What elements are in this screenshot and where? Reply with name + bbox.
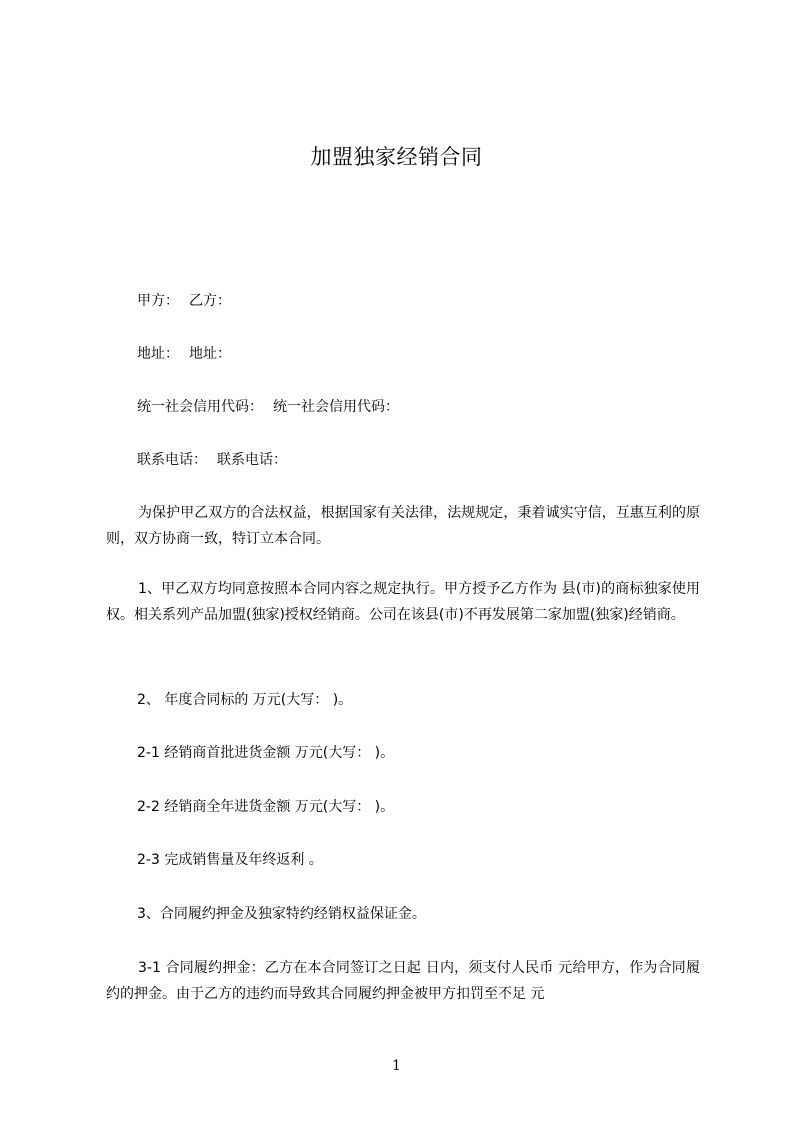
party-a-label: 甲方： <box>137 293 179 309</box>
phone-a-label: 联系电话： <box>137 452 207 468</box>
clause-2-2: 2-2 经销商全年进货金额 万元(大写： )。 <box>137 799 395 815</box>
document-title: 加盟独家经销合同 <box>310 145 483 169</box>
clause-2-3: 2-3 完成销售量及年终返利 。 <box>137 852 323 868</box>
phone-b-label: 联系电话： <box>217 452 287 468</box>
address-line <box>137 344 231 364</box>
clause-2: 2、 年度合同标的 万元(大写： )。 <box>137 692 353 708</box>
clause-1-paragraph: 1、甲乙双方均同意按照本合同内容之规定执行。甲方授予乙方作为 县(市)的商标独家使用权。相关系列产品加盟(独家)授权经销商。公司在该县(市)不再发展第二家加盟(独家)经销商。 <box>106 581 700 623</box>
phone-line <box>137 450 287 470</box>
credit-code-line <box>137 397 399 417</box>
credit-code-a-label: 统一社会信用代码： <box>137 399 263 415</box>
clause-2-1: 2-1 经销商首批进货金额 万元(大写： )。 <box>137 745 395 761</box>
party-line <box>137 291 231 311</box>
page-number: 1 <box>392 1058 401 1074</box>
address-b-label: 地址： <box>189 346 231 362</box>
clause-3-1-paragraph: 3-1 合同履约押金：乙方在本合同签订之日起 日内，须支付人民币 元给甲方，作为合同履约的押金。由于乙方的违约而导致其合同履约押金被甲方扣罚至不足 元 <box>106 960 700 1002</box>
address-a-label: 地址： <box>137 346 179 362</box>
clause-3: 3、合同履约押金及独家特约经销权益保证金。 <box>137 906 426 922</box>
party-b-label: 乙方： <box>189 293 231 309</box>
preamble-paragraph: 为保护甲乙双方的合法权益，根据国家有关法律，法规规定，秉着诚实守信，互惠互利的原则，双方协商一致，特订立本合同。 <box>106 505 700 547</box>
credit-code-b-label: 统一社会信用代码： <box>273 399 399 415</box>
